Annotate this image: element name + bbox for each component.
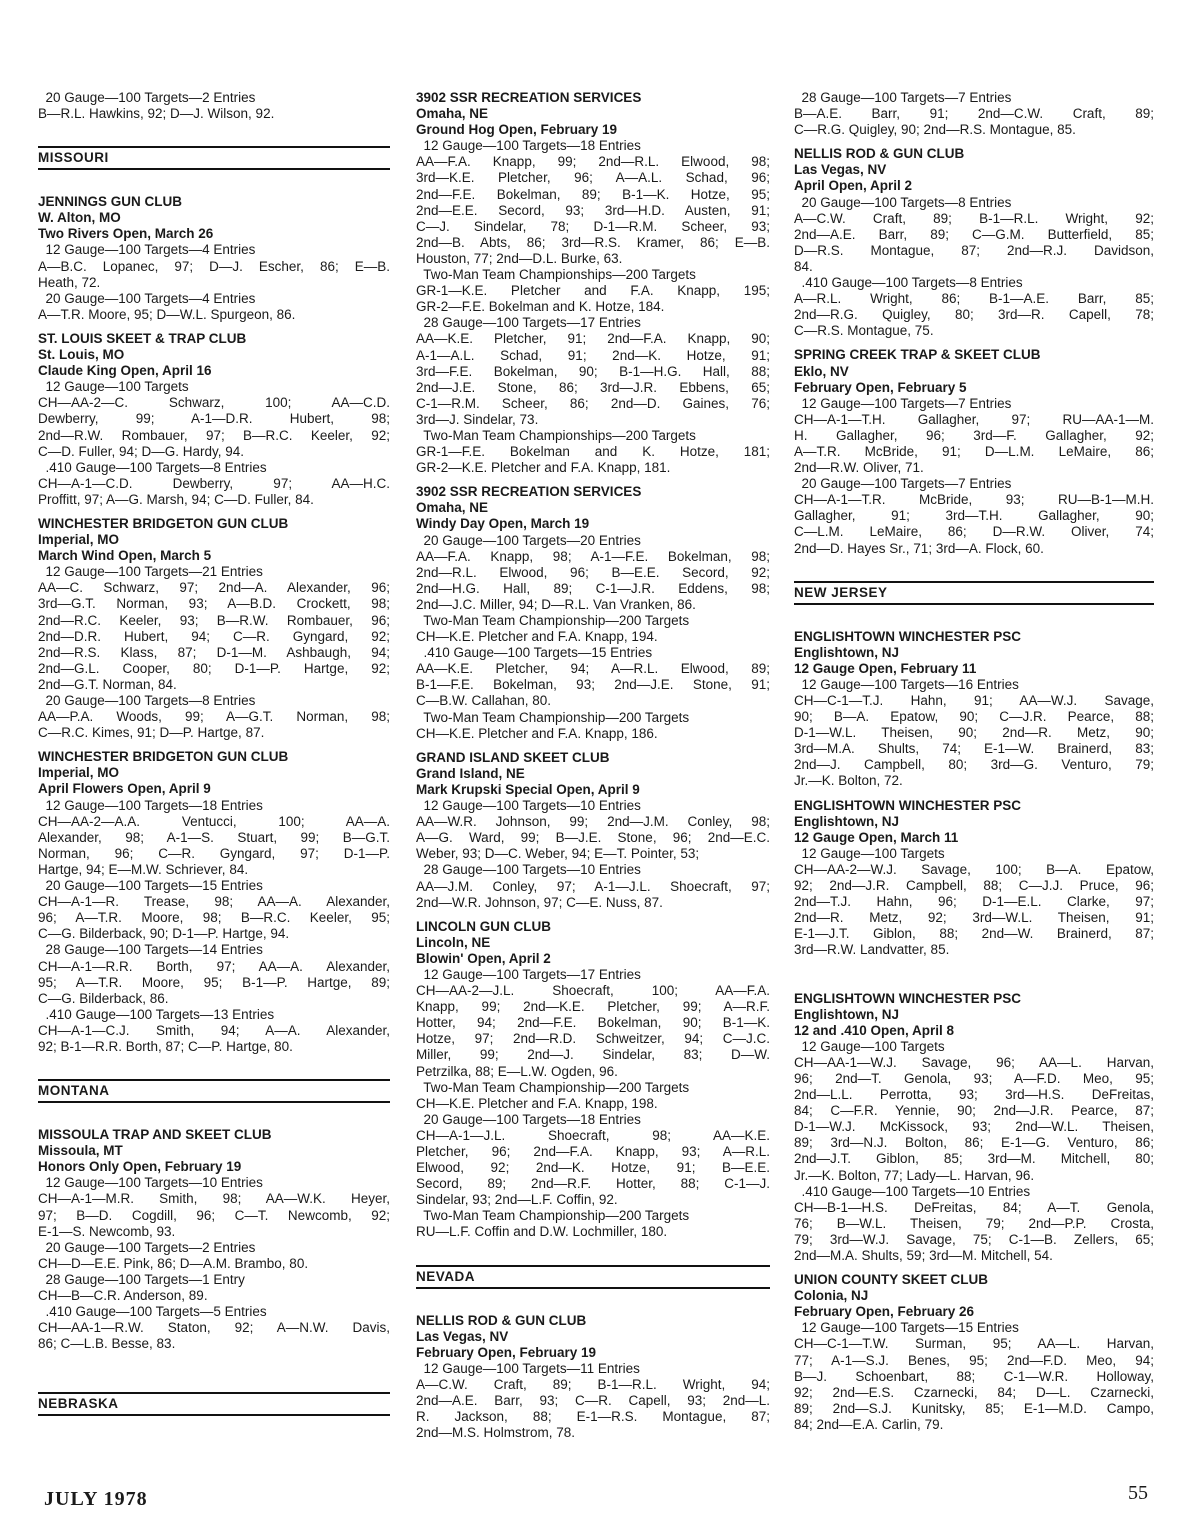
results-line: 79; 3rd—W.J. Savage, 75; C-1—B. Zellers, 65;	[794, 1231, 1154, 1247]
event-line: .410 Gauge—100 Targets—15 Entries	[416, 645, 653, 661]
results-line: Jr.—K. Bolton, 72.	[794, 773, 903, 789]
results-line: 2nd—R.W. Rombauer, 97; B—R.C. Keeler, 92;	[38, 427, 390, 443]
spacer	[794, 975, 1154, 991]
results-line: 86; C—L.B. Besse, 83.	[38, 1336, 176, 1352]
results-line: 2nd—D.R. Hubert, 94; C—R. Gyngard, 92;	[38, 628, 390, 644]
event-line: 28 Gauge—100 Targets—1 Entry	[38, 1271, 245, 1287]
results-line: Houston, 77; 2nd—D.L. Burke, 63.	[416, 250, 623, 266]
results-line: Knapp, 99; 2nd—K.E. Pletcher, 99; A—R.F.	[416, 999, 770, 1015]
club-heading-line: Eklo, NV	[794, 363, 849, 379]
results-line: 2nd—H.G. Hall, 89; C-1—J.R. Eddens, 98;	[416, 580, 770, 596]
event-line: 20 Gauge—100 Targets—2 Entries	[38, 90, 256, 105]
results-line: A—C.W. Craft, 89; B-1—R.L. Wright, 92;	[794, 210, 1154, 226]
club-heading-line: April Open, April 2	[794, 178, 913, 194]
event-line: .410 Gauge—100 Targets—5 Entries	[38, 1304, 267, 1320]
club-heading-line: Omaha, NE	[416, 106, 489, 122]
results-line: AA—F.A. Knapp, 99; 2nd—R.L. Elwood, 98;	[416, 154, 770, 170]
results-line: 3rd—G.T. Norman, 93; A—B.D. Crockett, 98;	[38, 596, 390, 612]
issue-date: JULY 1978	[44, 1488, 148, 1510]
event-line: 12 Gauge—100 Targets—17 Entries	[416, 966, 641, 982]
results-line: 84; C—F.R. Yennie, 90; 2nd—J.R. Pearce, 87;	[794, 1103, 1154, 1119]
club-heading-line: Omaha, NE	[416, 500, 489, 516]
club-heading-line: NELLIS ROD & GUN CLUB	[794, 146, 965, 162]
club-heading-line: March Wind Open, March 5	[38, 548, 212, 564]
results-line: C-1—R.M. Scheer, 86; 2nd—D. Gaines, 76;	[416, 395, 770, 411]
club-heading-line: Ground Hog Open, February 19	[416, 122, 618, 138]
results-line: 2nd—D. Hayes Sr., 71; 3rd—A. Flock, 60.	[794, 540, 1044, 556]
club-heading-line: Claude King Open, April 16	[38, 363, 212, 379]
event-line: Two-Man Team Championship—200 Targets	[416, 709, 690, 725]
results-line: Secord, 89; 2nd—R.F. Hotter, 88; C-1—J.	[416, 1176, 770, 1192]
event-line: .410 Gauge—100 Targets—13 Entries	[38, 1006, 275, 1022]
results-line: 96; 2nd—T. Genola, 93; A—F.D. Meo, 95;	[794, 1070, 1154, 1086]
results-line: 2nd—J.C. Miller, 94; D—R.L. Van Vranken, 86.	[416, 596, 696, 612]
results-line: AA—K.E. Pletcher, 91; 2nd—F.A. Knapp, 90;	[416, 331, 770, 347]
results-line: 2nd—J. Campbell, 80; 3rd—G. Venturo, 79;	[794, 757, 1154, 773]
club-heading-line: MISSOULA TRAP AND SKEET CLUB	[38, 1127, 272, 1143]
event-line: 12 Gauge—100 Targets—10 Entries	[416, 798, 641, 814]
results-line: A—C.W. Craft, 89; B-1—R.L. Wright, 94;	[416, 1376, 770, 1392]
club-heading-line: JENNINGS GUN CLUB	[38, 194, 183, 210]
results-line: 76; B—W.L. Theisen, 79; 2nd—P.P. Crosta,	[794, 1215, 1154, 1231]
event-line: 28 Gauge—100 Targets—10 Entries	[416, 862, 641, 878]
event-line: Two-Man Team Championship—200 Targets	[416, 1079, 690, 1095]
results-line: A-1—A.L. Schad, 91; 2nd—K. Hotze, 91;	[416, 347, 770, 363]
club-heading-line: 3902 SSR RECREATION SERVICES	[416, 90, 642, 105]
results-line: AA—K.E. Pletcher, 94; A—R.L. Elwood, 89;	[416, 661, 770, 677]
results-line: Miller, 99; 2nd—J. Sindelar, 83; D—W.	[416, 1047, 770, 1063]
event-line: .410 Gauge—100 Targets—8 Entries	[794, 275, 1023, 291]
results-line: 2nd—G.T. Norman, 84.	[38, 676, 177, 692]
club-heading-line: 12 Gauge Open, February 11	[794, 660, 977, 676]
event-line: 12 Gauge—100 Targets—4 Entries	[38, 242, 256, 258]
results-line: AA—F.A. Knapp, 98; A-1—F.E. Bokelman, 98;	[416, 548, 770, 564]
results-line: Hotze, 97; 2nd—R.D. Schweitzer, 94; C—J.C.	[416, 1031, 770, 1047]
results-line: AA—J.M. Conley, 97; A-1—J.L. Shoecraft, 97;	[416, 878, 770, 894]
results-line: CH—AA-2—J.L. Shoecraft, 100; AA—F.A.	[416, 983, 770, 999]
spacer	[416, 476, 770, 484]
results-line: R. Jackson, 88; E-1—R.S. Montague, 87;	[416, 1409, 770, 1425]
club-heading-line: WINCHESTER BRIDGETON GUN CLUB	[38, 515, 289, 531]
results-line: 89; 2nd—S.J. Kunitsky, 85; E-1—M.D. Campo,	[794, 1400, 1154, 1416]
results-line: Heath, 72.	[38, 274, 101, 290]
club-heading-line: Imperial, MO	[38, 532, 120, 548]
results-line: CH—A-1—R. Trease, 98; AA—A. Alexander,	[38, 894, 390, 910]
spacer	[38, 741, 390, 749]
results-line: CH—C-1—T.W. Surman, 95; AA—L. Harvan,	[794, 1336, 1154, 1352]
club-heading-line: Lincoln, NE	[416, 934, 491, 950]
results-line: 2nd—R.G. Quigley, 80; 3rd—R. Capell, 78;	[794, 307, 1154, 323]
results-line: 2nd—R. Metz, 92; 3rd—W.L. Theisen, 91;	[794, 910, 1154, 926]
results-line: AA—C. Schwarz, 97; 2nd—A. Alexander, 96;	[38, 580, 390, 596]
results-line: 92; 2nd—J.R. Campbell, 88; C—J.J. Pruce, 96;	[794, 878, 1154, 894]
results-line: D—R.S. Montague, 87; 2nd—R.J. Davidson,	[794, 242, 1154, 258]
results-line: CH—A-1—C.J. Smith, 94; A—A. Alexander,	[38, 1022, 390, 1038]
results-line: AA—W.R. Johnson, 99; 2nd—J.M. Conley, 98;	[416, 814, 770, 830]
results-line: 89; 3rd—N.J. Bolton, 86; E-1—G. Venturo, 86;	[794, 1135, 1154, 1151]
results-line: CH—A-1—M.R. Smith, 98; AA—W.K. Heyer,	[38, 1191, 390, 1207]
club-heading-line: ST. LOUIS SKEET & TRAP CLUB	[38, 330, 247, 346]
club-heading-line: WINCHESTER BRIDGETON GUN CLUB	[38, 749, 289, 765]
results-line: C—G. Bilderback, 86.	[38, 990, 169, 1006]
club-heading-line: February Open, February 26	[794, 1304, 975, 1320]
spacer	[38, 1352, 390, 1368]
club-heading-line: Las Vegas, NV	[794, 162, 887, 178]
event-line: 20 Gauge—100 Targets—8 Entries	[794, 194, 1012, 210]
results-line: CH—AA-2—C. Schwarz, 100; AA—C.D.	[38, 395, 390, 411]
results-line: 2nd—A.E. Barr, 89; C—G.M. Butterfield, 85;	[794, 226, 1154, 242]
results-line: C—R.C. Kimes, 91; D—P. Hartge, 87.	[38, 725, 265, 741]
results-line: Gallagher, 91; 3rd—T.H. Gallagher, 90;	[794, 508, 1154, 524]
state-section-header: NEBRASKA	[38, 1392, 390, 1416]
results-line: Petrzilka, 88; E—L.W. Ogden, 96.	[416, 1063, 618, 1079]
results-line: A—B.C. Lopanec, 97; D—J. Escher, 86; E—B.	[38, 258, 390, 274]
club-heading-line: UNION COUNTY SKEET CLUB	[794, 1272, 989, 1288]
results-line: 3rd—R.W. Landvatter, 85.	[794, 942, 950, 958]
results-line: 90; B—A. Epatow, 90; C—J.R. Pearce, 88;	[794, 709, 1154, 725]
results-line: C—B.W. Callahan, 80.	[416, 693, 552, 709]
spacer	[794, 613, 1154, 629]
results-line: CH—K.E. Pletcher and F.A. Knapp, 198.	[416, 1095, 658, 1111]
results-line: 77; A-1—S.J. Benes, 95; 2nd—F.D. Meo, 94;	[794, 1352, 1154, 1368]
results-line: A—G. Ward, 99; B—J.E. Stone, 96; 2nd—E.C.	[416, 830, 770, 846]
event-line: Two-Man Team Championship—200 Targets	[416, 613, 690, 628]
results-line: 2nd—B. Abts, 86; 3rd—R.S. Kramer, 86; E—B.	[416, 234, 770, 250]
results-line: B—R.L. Hawkins, 92; D—J. Wilson, 92.	[38, 106, 275, 122]
state-section-header: MISSOURI	[38, 146, 390, 170]
page-number: 55	[1128, 1482, 1148, 1504]
event-line: 12 Gauge—100 Targets	[794, 1038, 945, 1054]
event-line: 28 Gauge—100 Targets—14 Entries	[38, 942, 263, 958]
results-line: 3rd—M.A. Shults, 74; E-1—W. Brainerd, 83;	[794, 741, 1154, 757]
results-line: 2nd—G.L. Cooper, 80; D-1—P. Hartge, 92;	[38, 660, 390, 676]
results-line: 2nd—M.A. Shults, 59; 3rd—M. Mitchell, 54.	[794, 1248, 1053, 1263]
results-line: 2nd—E.E. Secord, 93; 3rd—H.D. Austen, 91;	[416, 202, 770, 218]
results-line: CH—AA-2—W.J. Savage, 100; B—A. Epatow,	[794, 861, 1154, 877]
spacer	[38, 323, 390, 331]
results-line: 2nd—F.E. Bokelman, 89; B-1—K. Hotze, 95;	[416, 186, 770, 202]
club-heading-line: February Open, February 5	[794, 379, 967, 395]
results-line: CH—A-1—T.H. Gallagher, 97; RU—AA-1—M.	[794, 411, 1154, 427]
results-line: C—R.S. Montague, 75.	[794, 323, 934, 339]
results-line: Pletcher, 96; 2nd—F.A. Knapp, 93; A—R.L.	[416, 1144, 770, 1159]
results-line: 2nd—R.S. Klass, 87; D-1—M. Ashbaugh, 94;	[38, 644, 390, 660]
event-line: Two-Man Team Championships—200 Targets	[416, 427, 696, 443]
club-heading-line: LINCOLN GUN CLUB	[416, 918, 551, 934]
results-line: 2nd—J.E. Stone, 86; 3rd—J.R. Ebbens, 65;	[416, 379, 770, 395]
event-line: 20 Gauge—100 Targets—7 Entries	[794, 476, 1012, 492]
results-line: Jr.—K. Bolton, 77; Lady—L. Harvan, 96.	[794, 1167, 1035, 1183]
results-line: Elwood, 92; 2nd—K. Hotze, 91; B—E.E.	[416, 1160, 770, 1176]
spacer	[416, 742, 770, 750]
results-line: C—L.M. LeMaire, 86; D—R.W. Oliver, 74;	[794, 524, 1154, 540]
club-heading-line: Englishtown, NJ	[794, 1006, 900, 1022]
club-heading-line: NELLIS ROD & GUN CLUB	[416, 1312, 587, 1328]
results-line: Alexander, 98; A-1—S. Stuart, 99; B—G.T.	[38, 829, 390, 845]
event-line: 20 Gauge—100 Targets—15 Entries	[38, 878, 263, 894]
event-line: Two-Man Team Championships—200 Targets	[416, 267, 696, 283]
event-line: 12 Gauge—100 Targets—10 Entries	[38, 1175, 263, 1191]
event-line: 12 Gauge—100 Targets—11 Entries	[416, 1360, 640, 1376]
results-line: Hartge, 94; E—M.W. Schriever, 84.	[38, 861, 249, 877]
results-line: E-1—S. Newcomb, 93.	[38, 1223, 176, 1239]
results-line: Norman, 96; C—R. Gyngard, 97; D-1—P.	[38, 845, 390, 861]
results-line: 2nd—R.C. Keeler, 93; B—R.W. Rombauer, 96;	[38, 612, 390, 628]
event-line: .410 Gauge—100 Targets—10 Entries	[794, 1183, 1031, 1199]
event-line: .410 Gauge—100 Targets—8 Entries	[38, 459, 267, 475]
results-line: GR-2—F.E. Bokelman and K. Hotze, 184.	[416, 299, 665, 315]
results-line: 84.	[794, 258, 813, 274]
club-heading-line: 12 Gauge Open, March 11	[794, 829, 959, 845]
event-line: 12 Gauge—100 Targets—21 Entries	[38, 564, 263, 580]
club-heading-line: Missoula, MT	[38, 1143, 123, 1159]
results-line: A—T.R. Moore, 95; D—W.L. Spurgeon, 86.	[38, 306, 296, 322]
event-line: 28 Gauge—100 Targets—7 Entries	[794, 90, 1012, 105]
results-line: 84; 2nd—E.A. Carlin, 79.	[794, 1416, 944, 1432]
state-section-header: NEVADA	[416, 1265, 770, 1289]
spacer	[794, 339, 1154, 347]
results-line: 2nd—R.L. Elwood, 96; B—E.E. Secord, 92;	[416, 564, 770, 580]
spacer	[416, 911, 770, 919]
results-line: CH—K.E. Pletcher and F.A. Knapp, 194.	[416, 629, 658, 645]
results-line: CH—D—E.E. Pink, 86; D—A.M. Brambo, 80.	[38, 1255, 309, 1271]
event-line: 20 Gauge—100 Targets—8 Entries	[38, 693, 256, 708]
club-heading-line: GRAND ISLAND SKEET CLUB	[416, 749, 610, 765]
club-heading-line: Mark Krupski Special Open, April 9	[416, 781, 640, 797]
results-line: 2nd—M.S. Holmstrom, 78.	[416, 1425, 576, 1441]
club-heading-line: February Open, February 19	[416, 1344, 597, 1360]
results-line: CH—A-1—C.D. Dewberry, 97; AA—H.C.	[38, 475, 390, 491]
results-line: D-1—W.L. Theisen, 90; 2nd—R. Metz, 90;	[794, 725, 1154, 741]
club-heading-line: ENGLISHTOWN WINCHESTER PSC	[794, 628, 1022, 644]
results-line: CH—A-1—T.R. McBride, 93; RU—B-1—M.H.	[794, 492, 1154, 508]
results-line: Dewberry, 99; A-1—D.R. Hubert, 98;	[38, 411, 390, 427]
event-line: 12 Gauge—100 Targets—7 Entries	[794, 395, 1012, 411]
results-line: GR-1—F.E. Bokelman and K. Hotze, 181;	[416, 444, 770, 460]
club-heading-line: ENGLISHTOWN WINCHESTER PSC	[794, 797, 1022, 813]
spacer	[38, 1055, 390, 1071]
event-line: 12 Gauge—100 Targets—15 Entries	[794, 1320, 1019, 1336]
spacer	[794, 790, 1154, 798]
state-section-header: MONTANA	[38, 1079, 390, 1103]
results-line: AA—P.A. Woods, 99; A—G.T. Norman, 98;	[38, 709, 390, 725]
club-heading-line: Las Vegas, NV	[416, 1328, 509, 1344]
spacer	[38, 178, 390, 194]
results-line: C—G. Bilderback, 90; D-1—P. Hartge, 94.	[38, 926, 290, 942]
results-line: CH—A-1—R.R. Borth, 97; AA—A. Alexander,	[38, 958, 390, 974]
state-section-header: NEW JERSEY	[794, 581, 1154, 605]
spacer	[794, 138, 1154, 146]
club-heading-line: SPRING CREEK TRAP & SKEET CLUB	[794, 347, 1041, 363]
results-line: 2nd—R.W. Oliver, 71.	[794, 460, 924, 476]
results-line: 92; B-1—R.R. Borth, 87; C—P. Hartge, 80.	[38, 1038, 293, 1054]
results-line: 2nd—T.J. Hahn, 96; D-1—E.L. Clarke, 97;	[794, 894, 1154, 910]
results-line: 2nd—W.R. Johnson, 97; C—E. Nuss, 87.	[416, 894, 663, 910]
results-line: GR-2—K.E. Pletcher and F.A. Knapp, 181.	[416, 460, 671, 476]
results-line: CH—B—C.R. Anderson, 89.	[38, 1288, 208, 1303]
club-heading-line: 3902 SSR RECREATION SERVICES	[416, 484, 642, 500]
results-line: 97; B—D. Cogdill, 96; C—T. Newcomb, 92;	[38, 1207, 390, 1223]
results-line: A—R.L. Wright, 86; B-1—A.E. Barr, 85;	[794, 291, 1154, 307]
results-line: 2nd—L.L. Perrotta, 93; 3rd—H.S. DeFreitas,	[794, 1087, 1154, 1103]
spacer	[794, 557, 1154, 573]
column-middle	[416, 90, 770, 1441]
results-line: C—R.G. Quigley, 90; 2nd—R.S. Montague, 85.	[794, 122, 1076, 138]
results-line: 3rd—F.E. Bokelman, 90; B-1—H.G. Hall, 88;	[416, 363, 770, 379]
spacer	[416, 1297, 770, 1313]
results-line: H. Gallagher, 96; 3rd—F. Gallagher, 92;	[794, 427, 1154, 443]
spacer	[794, 959, 1154, 975]
results-line: CH—K.E. Pletcher and F.A. Knapp, 186.	[416, 725, 658, 741]
column-left	[38, 90, 390, 1424]
club-heading-line: Imperial, MO	[38, 765, 120, 781]
club-heading-line: St. Louis, MO	[38, 347, 125, 363]
event-line: 20 Gauge—100 Targets—20 Entries	[416, 532, 641, 548]
results-line: GR-1—K.E. Pletcher and F.A. Knapp, 195;	[416, 283, 770, 299]
club-heading-line: Colonia, NJ	[794, 1288, 869, 1304]
event-line: 12 Gauge—100 Targets—18 Entries	[416, 138, 641, 154]
event-line: 12 Gauge—100 Targets	[794, 845, 945, 861]
results-line: CH—A-1—J.L. Shoecraft, 98; AA—K.E.	[416, 1127, 770, 1143]
results-line: A—T.R. McBride, 91; D—L.M. LeMaire, 86;	[794, 443, 1154, 459]
club-heading-line: Grand Island, NE	[416, 765, 525, 781]
event-line: 12 Gauge—100 Targets—18 Entries	[38, 797, 263, 813]
club-heading-line: Honors Only Open, February 19	[38, 1159, 242, 1175]
results-line: Proffitt, 97; A—G. Marsh, 94; C—D. Fuller, 84.	[38, 491, 314, 507]
event-line: 20 Gauge—100 Targets—2 Entries	[38, 1239, 256, 1255]
results-line: Hotter, 94; 2nd—F.E. Bokelman, 90; B-1—K.	[416, 1015, 770, 1031]
club-heading-line: Windy Day Open, March 19	[416, 516, 590, 532]
results-line: D-1—W.J. McKissock, 93; 2nd—W.L. Theisen,	[794, 1119, 1154, 1135]
results-line: B-1—F.E. Bokelman, 93; 2nd—J.E. Stone, 91;	[416, 677, 770, 693]
results-line: Weber, 93; D—C. Weber, 94; E—T. Pointer, 53;	[416, 846, 700, 862]
results-line: 95; A—T.R. Moore, 95; B-1—P. Hartge, 89;	[38, 974, 390, 990]
event-line: 12 Gauge—100 Targets—16 Entries	[794, 676, 1019, 692]
results-line: B—A.E. Barr, 91; 2nd—C.W. Craft, 89;	[794, 106, 1154, 122]
results-line: E-1—J.T. Giblon, 88; 2nd—W. Brainerd, 87;	[794, 926, 1154, 942]
club-heading-line: Blowin' Open, April 2	[416, 950, 551, 966]
column-right	[794, 90, 1154, 1433]
event-line: 20 Gauge—100 Targets—4 Entries	[38, 290, 256, 306]
results-line: 3rd—J. Sindelar, 73.	[416, 411, 539, 427]
event-line: 20 Gauge—100 Targets—18 Entries	[416, 1111, 641, 1127]
results-line: B—J. Schoenbart, 88; C-1—W.R. Holloway,	[794, 1368, 1154, 1384]
results-line: CH—AA-2—A.A. Ventucci, 100; AA—A.	[38, 813, 390, 829]
club-heading-line: 12 and .410 Open, April 8	[794, 1022, 955, 1038]
results-line: 3rd—K.E. Pletcher, 96; A—A.L. Schad, 96;	[416, 170, 770, 186]
spacer	[794, 1264, 1154, 1272]
results-line: Sindelar, 93; 2nd—L.F. Coffin, 92.	[416, 1192, 618, 1208]
results-line: 96; A—T.R. Moore, 98; B—R.C. Keeler, 95;	[38, 910, 390, 926]
results-line: CH—B-1—H.S. DeFreitas, 84; A—T. Genola,	[794, 1199, 1154, 1215]
results-line: CH—C-1—T.J. Hahn, 91; AA—W.J. Savage,	[794, 693, 1154, 708]
event-line: Two-Man Team Championship—200 Targets	[416, 1208, 690, 1224]
results-line: CH—AA-1—W.J. Savage, 96; AA—L. Harvan,	[794, 1054, 1154, 1070]
results-line: C—D. Fuller, 94; D—G. Hardy, 94.	[38, 443, 245, 459]
event-line: 12 Gauge—100 Targets	[38, 379, 189, 395]
event-line: 28 Gauge—100 Targets—17 Entries	[416, 315, 641, 331]
results-line: C—J. Sindelar, 78; D-1—R.M. Scheer, 93;	[416, 218, 770, 234]
spacer	[38, 1368, 390, 1384]
spacer	[38, 122, 390, 138]
results-line: 2nd—J.T. Giblon, 85; 3rd—M. Mitchell, 80;	[794, 1151, 1154, 1167]
spacer	[38, 1111, 390, 1127]
club-heading-line: W. Alton, MO	[38, 210, 121, 226]
club-heading-line: Englishtown, NJ	[794, 813, 900, 829]
spacer	[38, 508, 390, 516]
results-line: RU—L.F. Coffin and D.W. Lochmiller, 180.	[416, 1224, 668, 1240]
club-heading-line: ENGLISHTOWN WINCHESTER PSC	[794, 990, 1022, 1006]
results-line: CH—AA-1—R.W. Staton, 92; A—N.W. Davis,	[38, 1320, 390, 1336]
results-line: 92; 2nd—E.S. Czarnecki, 84; D—L. Czarnecki,	[794, 1384, 1154, 1400]
club-heading-line: April Flowers Open, April 9	[38, 781, 211, 797]
club-heading-line: Englishtown, NJ	[794, 644, 900, 660]
club-heading-line: Two Rivers Open, March 26	[38, 226, 214, 242]
spacer	[416, 1241, 770, 1257]
results-line: 2nd—A.E. Barr, 93; C—R. Capell, 93; 2nd—L.	[416, 1393, 770, 1409]
